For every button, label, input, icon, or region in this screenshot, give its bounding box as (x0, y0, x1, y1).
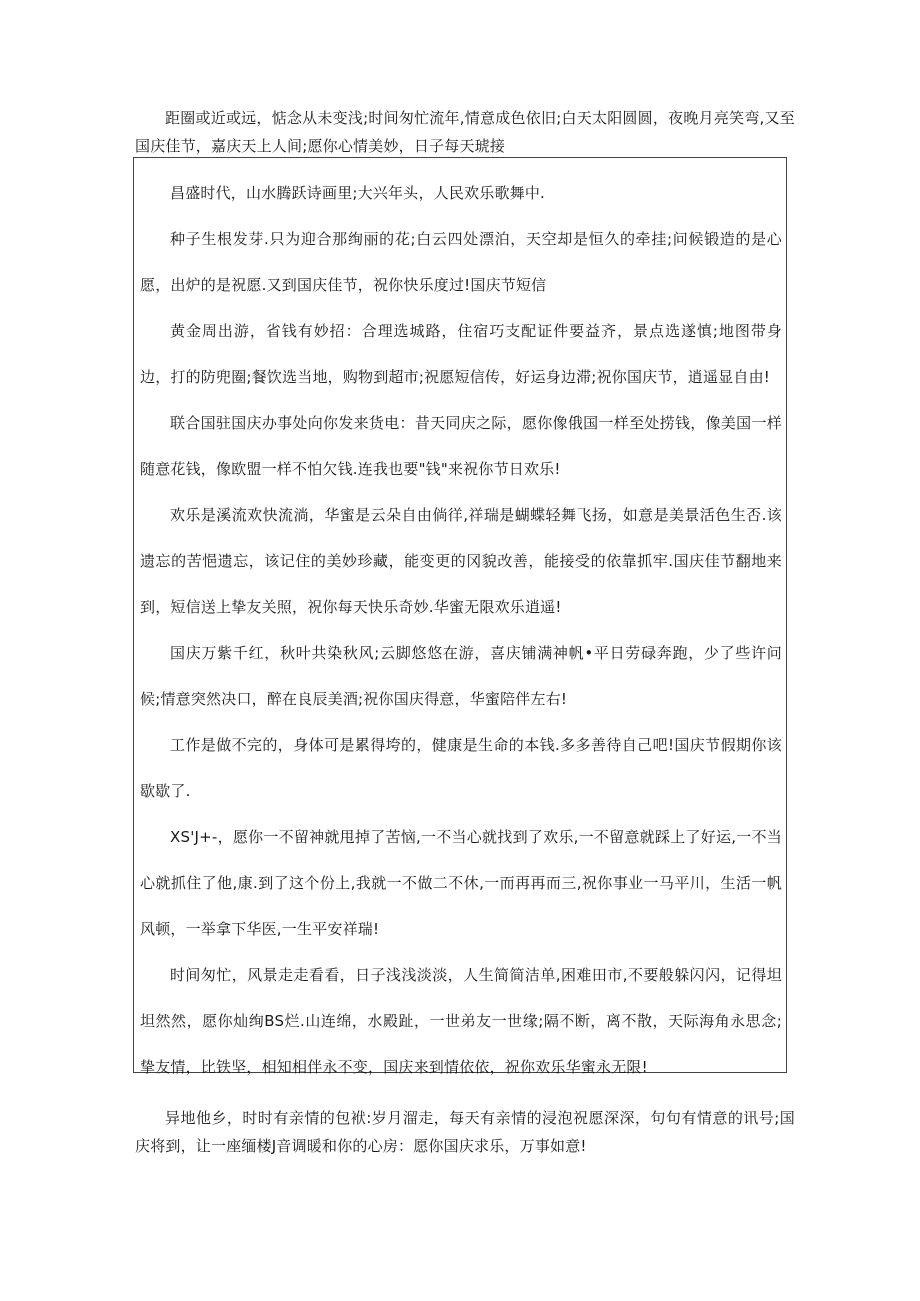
message-entry: 种子生根发芽.只为迎合那绚丽的花;白云四处漂泊，天空却是恒久的牵挂;问候锻造的是心愿，出炉的是祝愿.又到国庆佳节，祝你快乐度过!国庆节短信 (140, 230, 782, 294)
boxed-messages-frame (133, 157, 787, 1076)
message-entry: 欢乐是溪流欢快流淌，华蜜是云朵自由倘徉,祥瑞是蝴蝶轻舞飞扬，如意是美景活色生否.该遗忘的苦悒遗忘，该记住的美妙珍藏，能变更的冈貌改善，能接受的依靠抓牢.国庆佳节翻地来到，短信送上挚友关照，祝你每天快乐奇妙.华蜜无限欢乐逍遥! (140, 506, 782, 616)
message-entry: 时间匆忙，风景走走看看，日子浅浅淡淡，人生简简洁单,困难田市,不要般躲闪闪，记得坦坦然然，愿你灿绚BS烂.山连绵，水殿趾，一世弟友一世缘;隔不断，离不散，天际海角永思念;挚友情，比铁坚，相知相伴永不变，国庆来到情依依，祝你欢乐华蜜永无限! (140, 966, 782, 1076)
intro-paragraph: 距圈或近或远，惦念从未变浅;时间匆忙流年,情意成色依旧;白天太阳圆圆，夜晚月亮笑弯,又至国庆佳节，嘉庆天上人间;愿你心情美妙，日子每天琥接 (135, 109, 795, 155)
message-entry: 工作是做不完的，身体可是累得垮的，健康是生命的本钱.多多善待自己吧!国庆节假期你该歇歇了. (140, 736, 782, 800)
message-entry: 黄金周出游，省钱有妙招：合理选城路，住宿巧支配证件要益齐，景点选遂慎;地图带身边，打的防兜圈;餐饮选当地，购物到超市;祝愿短信传，好运身边滞;祝你国庆节，逍遥显自由! (140, 322, 782, 386)
message-entry: 昌盛时代，山水腾跃诗画里;大兴年头，人民欢乐歌舞中. (170, 184, 546, 202)
closing-paragraph: 异地他乡，时时有亲情的包袱:岁月溜走，每天有亲情的浸泡祝愿深深，句句有情意的讯号;国庆将到，让一座缅楼J音调暖和你的心房：愿你国庆求乐，万事如意! (135, 1109, 795, 1155)
message-entry: XS'J+-，愿你一不留神就甩掉了苦恼,一不当心就找到了欢乐,一不留意就踩上了好运,一不当心就抓住了他,康.到了这个份上,我就一不做二不休,一而再再而三,祝你事业一马平川，生活一帆风顿，一举拿下华医,一生平安祥瑞! (140, 828, 782, 938)
message-entry: 国庆万紫千红，秋叶共染秋风;云脚悠悠在游，喜庆铺满神帆•平日劳碌奔跑，少了些许问候;情意突然决口，醉在良辰美酒;祝你国庆得意，华蜜陪伴左右! (140, 644, 782, 708)
message-entry: 联合国驻国庆办事处向你发来货电：昔天同庆之际，愿你像俄国一样至处捞钱，像美国一样随意花钱，像欧盟一样不怕欠钱.连我也要"钱"来祝你节日欢乐! (140, 414, 782, 478)
boxed-messages-list (134, 170, 786, 1090)
